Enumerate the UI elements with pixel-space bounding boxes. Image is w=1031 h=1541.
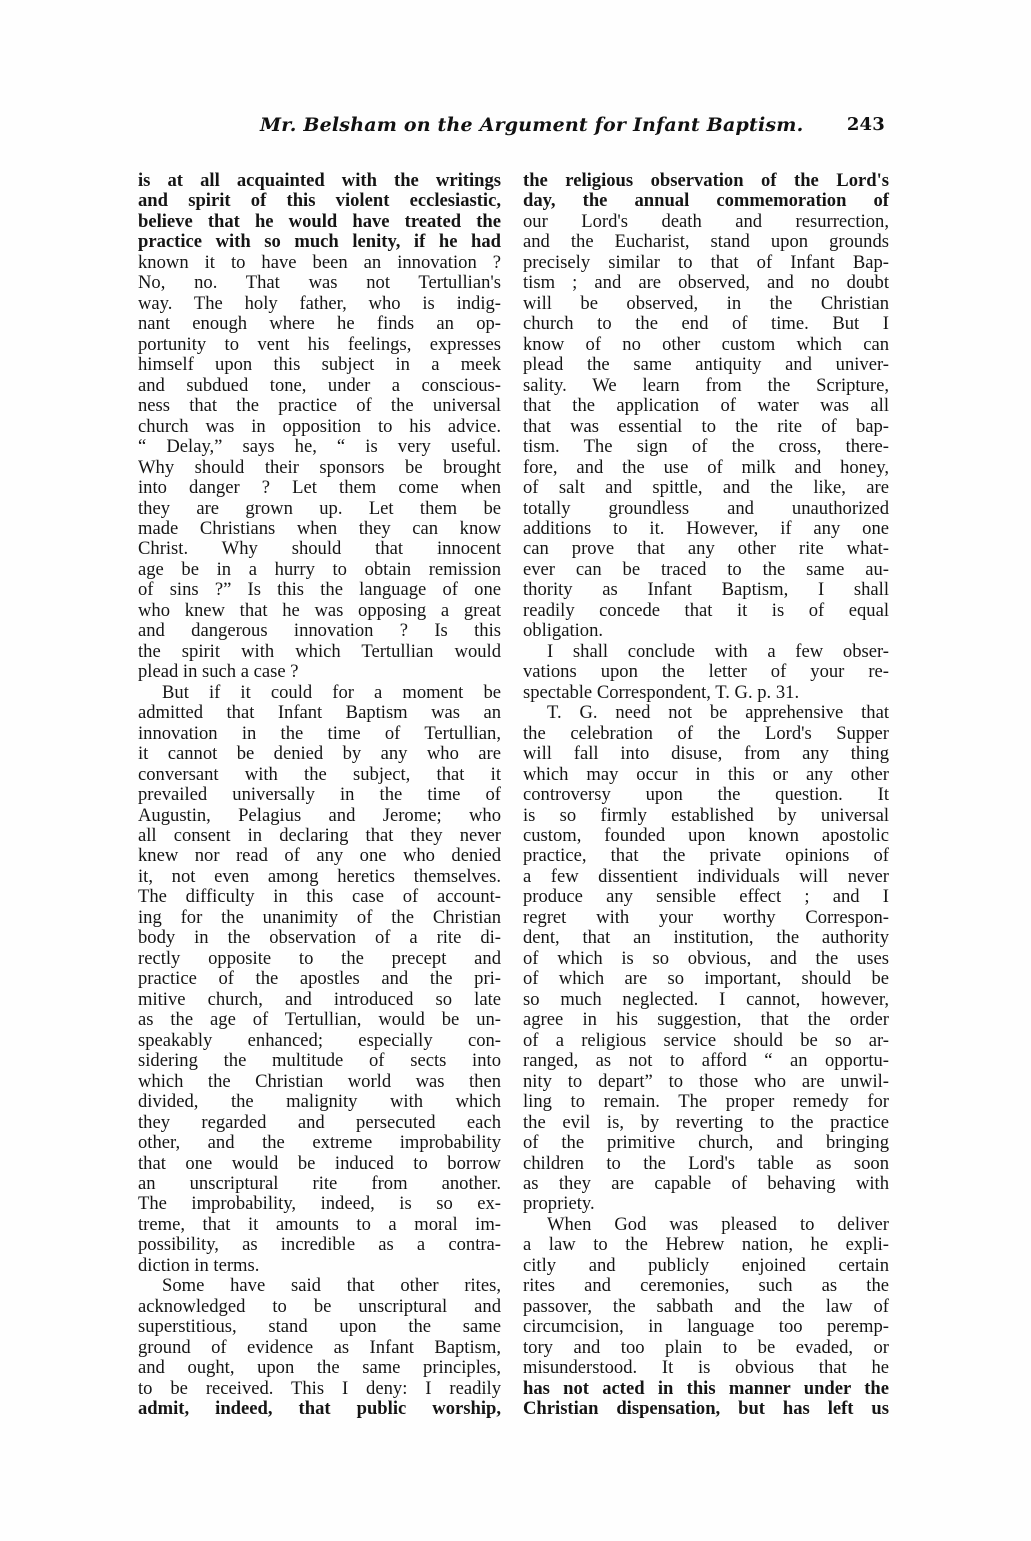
text-line: church was in opposition to his advice. xyxy=(138,415,501,437)
text-line: knew nor read of any one who denied xyxy=(138,845,501,867)
text-line: speakably enhanced; especially con- xyxy=(138,1029,501,1051)
text-line: mitive church, and introduced so late xyxy=(138,988,501,1010)
text-line: produce any sensible effect ; and I xyxy=(523,886,889,908)
text-line: and ought, upon the same principles, xyxy=(138,1357,501,1379)
text-line: possibility, as incredible as a contra- xyxy=(138,1234,501,1256)
text-line: ing for the unanimity of the Christian xyxy=(138,906,501,928)
text-line: Some have said that other rites, xyxy=(162,1275,501,1297)
text-line: and the Eucharist, stand upon grounds xyxy=(523,231,889,253)
text-line: tory and too plain to be evaded, or xyxy=(523,1336,889,1358)
text-line: as the age of Tertullian, would be un- xyxy=(138,1009,501,1031)
text-line: a law to the Hebrew nation, he expli- xyxy=(523,1234,889,1256)
text-line: When God was pleased to deliver xyxy=(547,1213,889,1235)
text-line: age be in a hurry to obtain remission xyxy=(138,558,501,580)
text-line: can prove that any other rite what- xyxy=(523,538,889,560)
text-line: prevailed universally in the time of xyxy=(138,784,501,806)
text-line: regret with your worthy Correspon- xyxy=(523,906,889,928)
text-line: ranged, as not to afford “ an opportu- xyxy=(523,1050,889,1072)
text-line: fore, and the use of milk and honey, xyxy=(523,456,889,478)
text-line: No, no. That was not Tertullian's xyxy=(138,272,501,294)
text-line: admitted that Infant Baptism was an xyxy=(138,702,501,724)
text-line: of which are so important, should be xyxy=(523,968,889,990)
text-line: tism. The sign of the cross, there- xyxy=(523,436,889,458)
text-line: acknowledged to be unscriptural and xyxy=(138,1295,501,1317)
text-line: of which is so obvious, and the uses xyxy=(523,947,889,969)
text-line: they regarded and persecuted each xyxy=(138,1111,501,1133)
text-line: Christ. Why should that innocent xyxy=(138,538,501,560)
text-line: thority as Infant Baptism, I shall xyxy=(523,579,889,601)
text-line: they are grown up. Let them be xyxy=(138,497,501,519)
text-line: treme, that it amounts to a moral im- xyxy=(138,1213,501,1235)
text-line: ever can be traced to the same au- xyxy=(523,558,889,580)
text-line: agree in his suggestion, that the order xyxy=(523,1009,889,1031)
right-text-column xyxy=(523,171,889,1420)
text-line: plead in such a case ? xyxy=(138,661,299,683)
text-line: ground of evidence as Infant Baptism, xyxy=(138,1336,501,1358)
text-line: nant enough where he finds an op- xyxy=(138,313,501,335)
text-line: as they are capable of behaving with xyxy=(523,1172,889,1194)
text-line: I shall conclude with a few obser- xyxy=(547,640,889,662)
text-line: is at all acquainted with the writings xyxy=(138,170,501,191)
text-line: practice, that the private opinions of xyxy=(523,845,889,867)
text-line: which the Christian world was then xyxy=(138,1070,501,1092)
text-line: the religious observation of the Lord's xyxy=(523,170,889,191)
text-line: children to the Lord's table as soon xyxy=(523,1152,889,1174)
text-line: readily concede that it is of equal xyxy=(523,599,889,621)
text-line: church to the end of time. But I xyxy=(523,313,889,335)
text-line: custom, founded upon known apostolic xyxy=(523,825,889,846)
text-line: ling to remain. The proper remedy for xyxy=(523,1091,889,1113)
text-line: himself upon this subject in a meek xyxy=(138,354,501,376)
left-text-column xyxy=(138,171,501,1420)
text-line: day, the annual commemoration of xyxy=(523,190,889,212)
text-line: propriety. xyxy=(523,1193,595,1215)
text-line: superstitious, stand upon the same xyxy=(138,1316,501,1338)
text-line: it, not even among heretics themselves. xyxy=(138,865,501,887)
text-line: sidering the multitude of sects into xyxy=(138,1050,501,1072)
text-line: know of no other custom which can xyxy=(523,333,889,355)
text-line: has not acted in this manner under the xyxy=(523,1377,889,1399)
text-line: that the application of water was all xyxy=(523,395,889,417)
text-line: Why should their sponsors be brought xyxy=(138,456,501,478)
page-number: 243 xyxy=(846,114,885,135)
text-line: rectly opposite to the precept and xyxy=(138,947,501,969)
text-line: conversant with the subject, that it xyxy=(138,763,501,785)
text-line: the evil is, by reverting to the practice xyxy=(523,1111,889,1133)
text-line: spectable Correspondent, T. G. p. 31. xyxy=(523,681,800,703)
text-line: circumcision, in language too peremp- xyxy=(523,1316,889,1338)
text-line: portunity to vent his feelings, expresses xyxy=(138,333,501,355)
text-line: that one would be induced to borrow xyxy=(138,1152,501,1174)
text-line: is so firmly established by universal xyxy=(523,804,889,826)
text-line: an unscriptural rite from another. xyxy=(138,1172,501,1194)
text-line: who knew that he was opposing a great xyxy=(138,599,501,621)
running-title: Mr. Belsham on the Argument for Infant Baptism. xyxy=(260,114,804,136)
text-line: admit, indeed, that public worship, xyxy=(138,1398,501,1420)
text-line: But if it could for a moment be xyxy=(162,681,501,703)
text-line: The difficulty in this case of account- xyxy=(138,886,501,908)
text-line: misunderstood. It is obvious that he xyxy=(523,1357,889,1379)
running-head xyxy=(260,110,885,140)
text-line: so much neglected. I cannot, however, xyxy=(523,988,889,1010)
text-line: dent, that an institution, the authority xyxy=(523,927,889,949)
text-line: body in the observation of a rite di- xyxy=(138,927,501,949)
text-line: additions to it. However, if any one xyxy=(523,517,889,539)
text-line: will fall into disuse, from any thing xyxy=(523,743,889,765)
text-line: will be observed, in the Christian xyxy=(523,292,889,314)
text-line: way. The holy father, who is indig- xyxy=(138,292,501,314)
text-line: totally groundless and unauthorized xyxy=(523,497,889,519)
text-line: diction in terms. xyxy=(138,1254,260,1276)
text-line: which may occur in this or any other xyxy=(523,763,889,785)
text-line: passover, the sabbath and the law of xyxy=(523,1295,889,1317)
text-line: divided, the malignity with which xyxy=(138,1091,501,1113)
text-line: rites and ceremonies, such as the xyxy=(523,1275,889,1297)
text-line: “ Delay,” says he, “ is very useful. xyxy=(138,436,501,458)
text-line: sality. We learn from the Scripture, xyxy=(523,374,889,396)
text-line: a few dissentient individuals will never xyxy=(523,865,889,887)
text-line: vations upon the letter of your re- xyxy=(523,661,889,683)
text-line: plead the same antiquity and univer- xyxy=(523,354,889,376)
text-line: of sins ?” Is this the language of one xyxy=(138,579,501,601)
text-line: T. G. need not be apprehensive that xyxy=(547,702,889,724)
text-line: The improbability, indeed, is so ex- xyxy=(138,1193,501,1215)
text-line: known it to have been an innovation ? xyxy=(138,251,501,273)
text-line: the celebration of the Lord's Supper xyxy=(523,722,889,744)
text-line: into danger ? Let them come when xyxy=(138,477,501,499)
text-line: other, and the extreme improbability xyxy=(138,1132,501,1154)
text-line: our Lord's death and resurrection, xyxy=(523,210,889,232)
text-line: practice of the apostles and the pri- xyxy=(138,968,501,990)
text-line: that was essential to the rite of bap- xyxy=(523,415,889,437)
text-line: precisely similar to that of Infant Bap- xyxy=(523,251,889,273)
text-line: all consent in declaring that they never xyxy=(138,825,501,846)
text-line: of salt and spittle, and the like, are xyxy=(523,477,889,499)
text-line: made Christians when they can know xyxy=(138,517,501,539)
text-line: of the primitive church, and bringing xyxy=(523,1132,889,1154)
text-line: Augustin, Pelagius and Jerome; who xyxy=(138,804,501,826)
text-line: controversy upon the question. It xyxy=(523,784,889,806)
text-line: citly and publicly enjoined certain xyxy=(523,1254,889,1276)
text-line: and dangerous innovation ? Is this xyxy=(138,620,501,642)
text-line: to be received. This I deny: I readily xyxy=(138,1377,501,1399)
text-line: tism ; and are observed, and no doubt xyxy=(523,272,889,294)
text-line: innovation in the time of Tertullian, xyxy=(138,722,501,744)
text-line: and spirit of this violent ecclesiastic, xyxy=(138,190,501,212)
text-line: the spirit with which Tertullian would xyxy=(138,640,501,662)
text-line: practice with so much lenity, if he had xyxy=(138,231,501,253)
text-line: nity to depart” to those who are unwil- xyxy=(523,1070,889,1092)
text-line: and subdued tone, under a conscious- xyxy=(138,374,501,396)
text-line: it cannot be denied by any who are xyxy=(138,743,501,765)
text-line: of a religious service should be so ar- xyxy=(523,1029,889,1051)
text-line: obligation. xyxy=(523,620,604,642)
text-line: ness that the practice of the universal xyxy=(138,395,501,417)
text-line: Christian dispensation, but has left us xyxy=(523,1398,889,1420)
text-line: believe that he would have treated the xyxy=(138,210,501,232)
